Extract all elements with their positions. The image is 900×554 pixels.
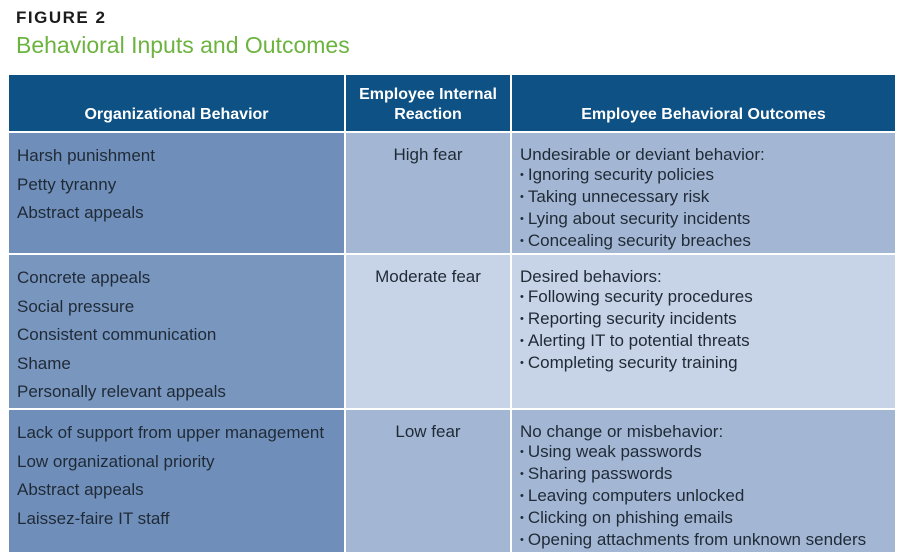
outcome-text: Reporting security incidents	[527, 309, 737, 328]
header-employee-behavioral-outcomes: Employee Behavioral Outcomes	[511, 75, 896, 132]
table-row	[8, 132, 896, 254]
table-row	[8, 409, 896, 553]
outcomes-cell	[511, 132, 896, 254]
bullet-icon: •	[520, 446, 524, 458]
behaviors-cell	[8, 132, 345, 254]
bullet-icon: •	[520, 191, 524, 203]
outcome-text: Sharing passwords	[527, 464, 673, 483]
bullet-icon: •	[520, 512, 524, 524]
outcomes-cell	[511, 254, 896, 409]
outcome-text: Taking unnecessary risk	[527, 187, 710, 206]
reaction-cell: Moderate fear	[345, 254, 511, 409]
outcome-item	[520, 165, 889, 187]
outcome-item	[520, 486, 889, 508]
outcome-text: Opening attachments from unknown senders	[527, 530, 867, 549]
bullet-icon: •	[520, 235, 524, 247]
outcome-item	[520, 331, 889, 353]
table-header-row	[8, 75, 896, 132]
header-organizational-behavior: Organizational Behavior	[8, 75, 345, 132]
behavior-item: Social pressure	[17, 296, 135, 316]
outcome-text: Alerting IT to potential threats	[527, 331, 750, 350]
behavior-item: Lack of support from upper management	[17, 423, 325, 442]
table-row	[8, 254, 896, 409]
outcome-item	[520, 442, 889, 464]
reaction-cell: High fear	[345, 132, 511, 254]
behavior-item: Shame	[17, 353, 71, 373]
header-employee-internal-reaction: Employee Internal Reaction	[345, 75, 511, 132]
bullet-icon: •	[520, 313, 524, 325]
behavior-item: Personally relevant appeals	[17, 382, 226, 401]
bullet-icon: •	[520, 490, 524, 502]
outcome-item	[520, 530, 889, 552]
behavior-item: Petty tyranny	[17, 174, 117, 194]
outcome-text: Using weak passwords	[527, 442, 702, 461]
outcome-heading: Desired behaviors:	[520, 267, 662, 286]
behavior-item: Low organizational priority	[17, 451, 215, 471]
behavior-item: Abstract appeals	[17, 480, 144, 499]
behavior-item: Consistent communication	[17, 325, 217, 344]
bullet-icon: •	[520, 213, 524, 225]
outcome-item	[520, 464, 889, 486]
behaviors-cell	[8, 409, 345, 553]
behavior-item: Laissez-faire IT staff	[17, 508, 170, 528]
bullet-icon: •	[520, 291, 524, 303]
outcome-text: Leaving computers unlocked	[527, 486, 745, 505]
outcome-item	[520, 231, 889, 253]
outcome-text: Following security procedures	[527, 287, 753, 306]
behavior-item: Harsh punishment	[17, 146, 155, 165]
outcome-item	[520, 187, 889, 209]
outcome-text: Completing security training	[527, 353, 738, 372]
outcome-item	[520, 287, 889, 309]
bullet-icon: •	[520, 357, 524, 369]
outcome-item	[520, 309, 889, 331]
bullet-icon: •	[520, 335, 524, 347]
figure-title: Behavioral Inputs and Outcomes	[16, 32, 350, 58]
outcome-item	[520, 209, 889, 231]
outcome-text: Clicking on phishing emails	[527, 508, 733, 527]
outcome-text: Lying about security incidents	[527, 209, 751, 228]
bullet-icon: •	[520, 468, 524, 480]
outcome-text: Concealing security breaches	[527, 231, 751, 250]
outcome-item	[520, 508, 889, 530]
behavior-item: Abstract appeals	[17, 203, 144, 222]
bullet-icon: •	[520, 169, 524, 181]
reaction-cell: Low fear	[345, 409, 511, 553]
outcome-text: Ignoring security policies	[527, 165, 715, 184]
figure-label: FIGURE 2	[16, 8, 107, 27]
outcome-heading: No change or misbehavior:	[520, 422, 724, 441]
behaviors-cell	[8, 254, 345, 409]
outcome-heading: Undesirable or deviant behavior:	[520, 145, 765, 164]
outcome-item	[520, 353, 889, 375]
behavior-item: Concrete appeals	[17, 268, 151, 287]
outcomes-cell	[511, 409, 896, 553]
behavior-outcome-table	[7, 75, 897, 554]
bullet-icon: •	[520, 534, 524, 546]
